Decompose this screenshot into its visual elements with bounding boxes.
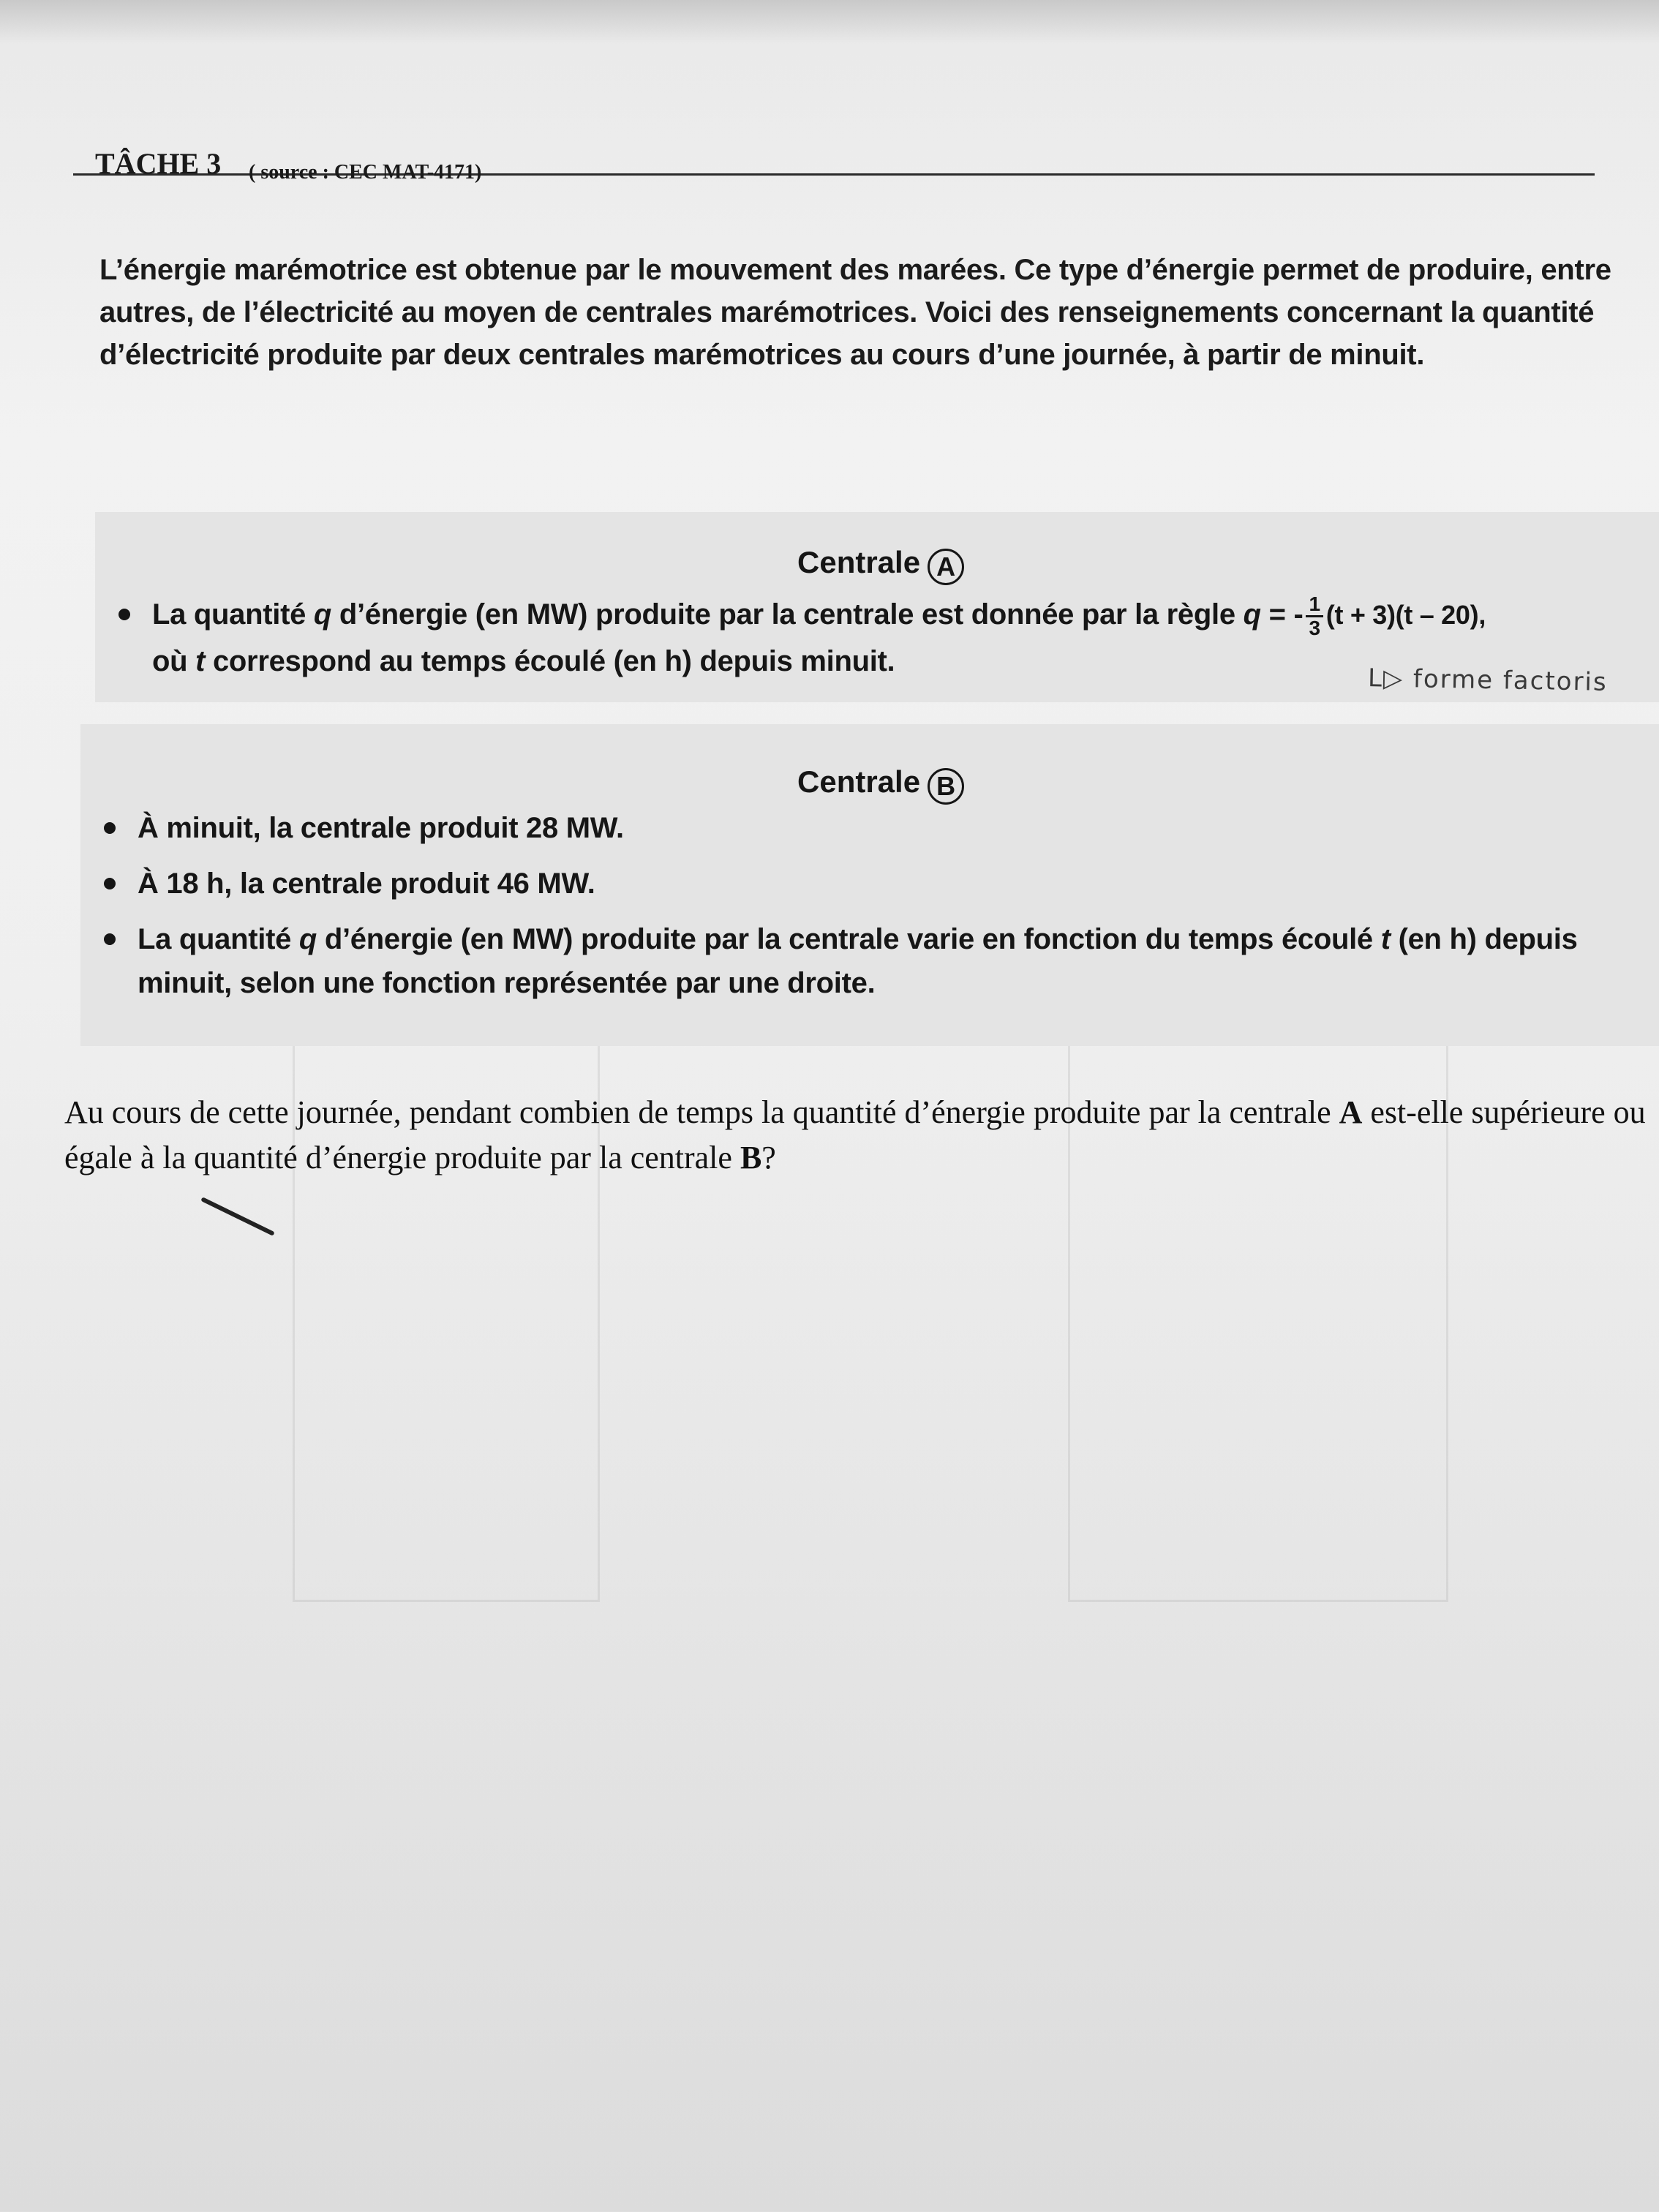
centrale-b-title: [797, 764, 964, 805]
text-fragment: À minuit, la centrale produit 28 MW.: [138, 812, 624, 844]
centrale-b-item-midnight: [102, 806, 1653, 850]
fraction-numerator: 1: [1306, 593, 1323, 617]
variable-t: t: [1380, 923, 1391, 955]
task-title: TÂCHE 3: [95, 147, 222, 180]
fraction-one-third: [1306, 593, 1323, 639]
centrale-b-item-linear: [102, 917, 1653, 1005]
text-fragment: À 18 h, la centrale produit 46 MW.: [138, 868, 595, 900]
centrale-b-box: [80, 724, 1659, 1046]
pen-stroke-mark: [200, 1197, 274, 1236]
text-fragment: (en h) depuis minuit, selon une fonction représentée par une droite.: [138, 923, 1578, 999]
intro-paragraph: L’énergie marémotrice est obtenue par le mouvement des marées. Ce type d’énergie permet de produire, entre autres, de l’électricité au moyen de centrales marémotrices. Voici des renseignements concernant la quantité d’électricité produite par deux centrales marémotrices au cours d’une journée, à partir de minuit.: [99, 254, 1611, 371]
centrale-a-ref: A: [1339, 1094, 1363, 1130]
circled-letter-b-icon: B: [928, 768, 964, 805]
centrale-a-title: [797, 545, 964, 585]
centrale-b-item-18h: [102, 862, 1653, 906]
text-fragment: d’énergie (en MW) produite par la centrale varie en fonction du temps écoulé: [324, 923, 1373, 955]
bleed-through-table-left: [293, 995, 600, 1602]
centrale-b-ref: B: [740, 1140, 762, 1175]
text-fragment: où: [152, 644, 188, 677]
question-paragraph: [64, 1090, 1659, 1181]
bullet-dot-icon: [104, 822, 116, 834]
bullet-dot-icon: [104, 933, 116, 945]
centrale-b-title-text: Centrale: [797, 764, 921, 799]
text-fragment: La quantité: [138, 923, 292, 955]
centrale-a-title-text: Centrale: [797, 545, 921, 579]
task-source: ( source : CEC MAT-4171): [249, 161, 482, 184]
text-fragment: Au cours de cette journée, pendant combien de temps la quantité d’énergie produite par la centrale: [64, 1094, 1331, 1130]
variable-q: q: [313, 598, 332, 631]
text-fragment: est-elle supérieure ou égale à la quantité d’énergie produite par la centrale: [64, 1094, 1646, 1175]
variable-q: q: [1243, 598, 1261, 631]
task-header: [73, 95, 1595, 184]
text-fragment: d’énergie (en MW) produite par la centrale est donnée par la règle: [339, 598, 1235, 631]
text-fragment: La quantité: [152, 598, 306, 631]
text-fragment: correspond au temps écoulé (en h) depuis minuit.: [212, 644, 895, 677]
worksheet-page: [22, 51, 1646, 2187]
centrale-b-bullets: [102, 806, 1653, 1005]
fraction-denominator: 3: [1309, 616, 1320, 639]
bleed-through-table-right: [1068, 995, 1448, 1602]
variable-t: t: [195, 644, 206, 677]
circled-letter-a-icon: A: [928, 549, 964, 585]
equals-minus: = -: [1268, 598, 1304, 631]
handwritten-note: L▷ forme factoris: [1367, 663, 1608, 697]
paper-top-shadow: [0, 0, 1659, 44]
bullet-dot-icon: [118, 609, 130, 620]
variable-q: q: [298, 923, 317, 955]
bullet-dot-icon: [104, 878, 116, 889]
rule-factors: (t + 3)(t – 20),: [1325, 600, 1486, 630]
question-mark: ?: [761, 1140, 776, 1175]
